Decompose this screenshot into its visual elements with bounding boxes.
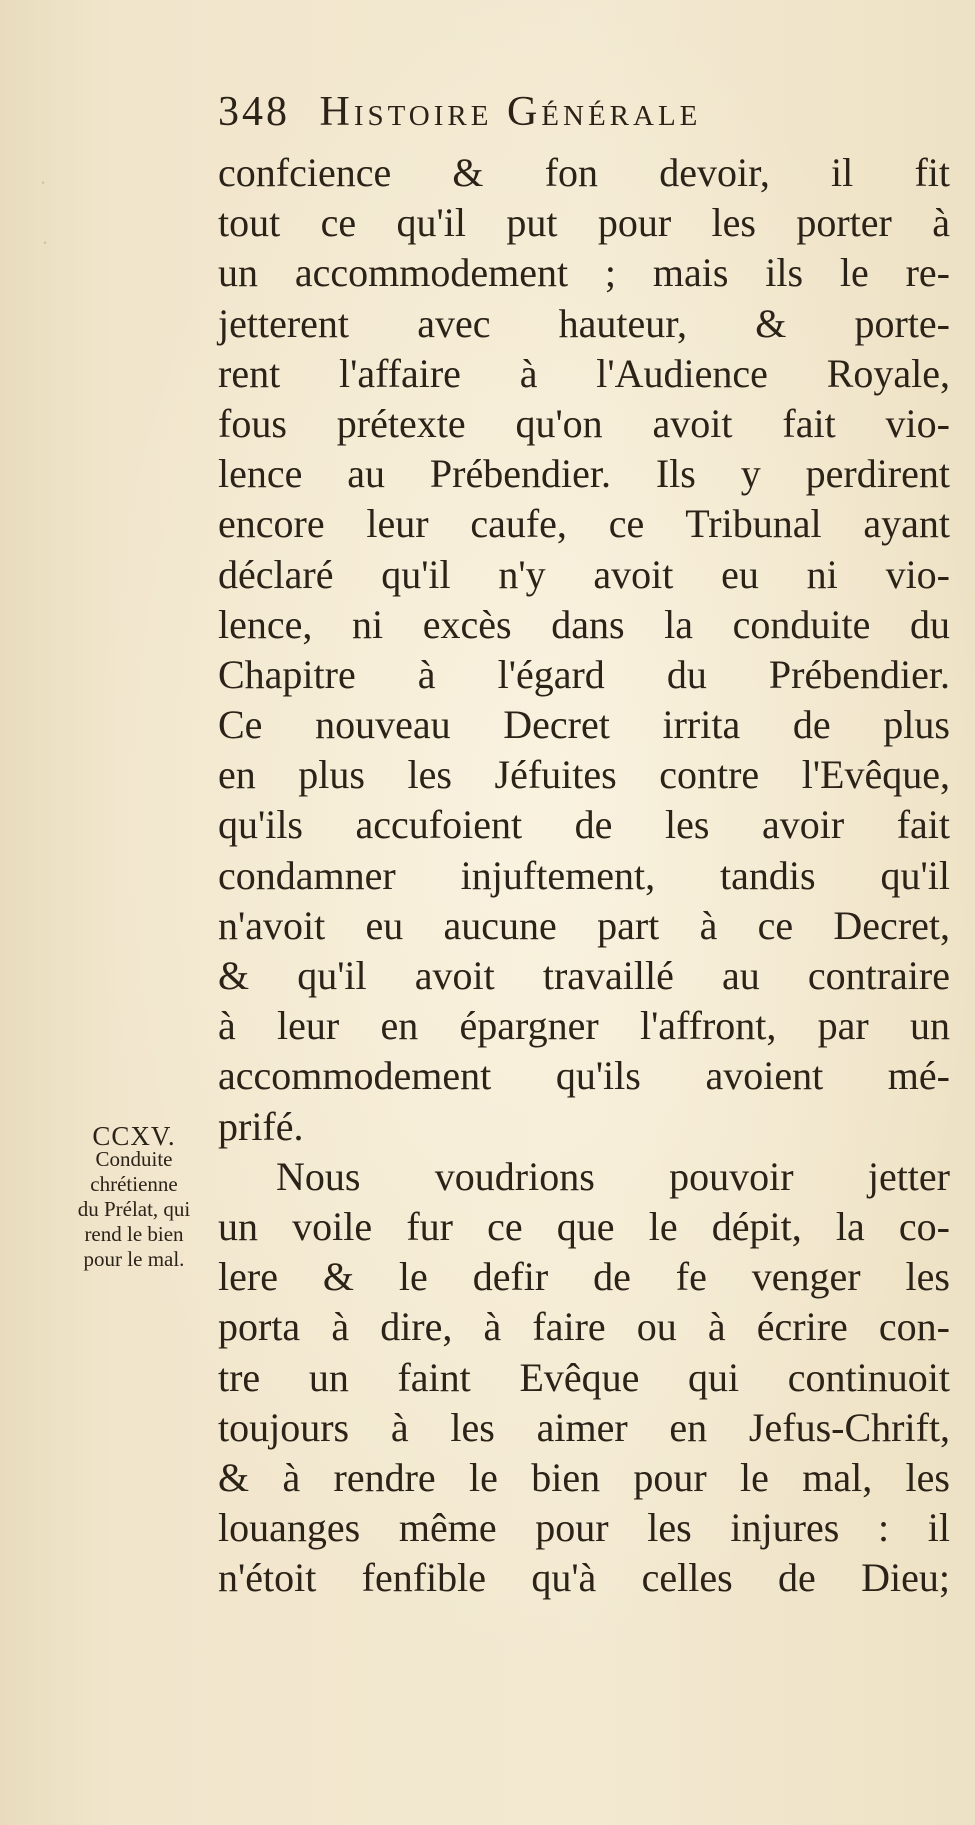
- text-line: jetterent avec hauteur, & porte-: [218, 300, 950, 346]
- text-line: en plus les Jéfuites contre l'Evêque,: [218, 752, 950, 798]
- margin-note-line: rend le bien: [84, 1222, 184, 1246]
- text-line: porta à dire, à faire ou à écrire con-: [218, 1304, 950, 1350]
- text-line: n'étoit fenfible qu'à celles de Dieu;: [218, 1555, 950, 1601]
- text-line: tout ce qu'il put pour les porter à: [218, 200, 950, 246]
- margin-note-line: pour le mal.: [83, 1247, 185, 1271]
- text-line: qu'ils accufoient de les avoir fait: [218, 802, 950, 848]
- text-line: encore leur caufe, ce Tribunal ayant: [218, 501, 950, 547]
- text-line: Nous voudrions pouvoir jetter: [276, 1153, 950, 1199]
- running-title: Histoire Générale: [319, 89, 702, 135]
- text-line: à leur en épargner l'affront, par un: [218, 1003, 950, 1049]
- text-line: & à rendre le bien pour le mal, les: [218, 1454, 950, 1500]
- text-line: Chapitre à l'égard du Prébendier.: [218, 651, 950, 697]
- margin-note: [55, 1121, 213, 1272]
- text-line: accommodement qu'ils avoient mé-: [218, 1053, 950, 1099]
- text-line: toujours à les aimer en Jefus-Chrift,: [218, 1404, 950, 1450]
- margin-note-number: CCXV.: [92, 1121, 176, 1151]
- margin-note-line: chrétienne: [90, 1172, 178, 1196]
- page-number: 348: [218, 89, 290, 135]
- text-line: Ce nouveau Decret irrita de plus: [218, 702, 950, 748]
- show-through-mark: ·: [40, 170, 46, 195]
- text-line: condamner injuftement, tandis qu'il: [218, 852, 950, 898]
- show-through-mark: ·: [42, 230, 48, 255]
- text-line: confcience & fon devoir, il fit: [218, 150, 950, 195]
- text-line: lence au Prébendier. Ils y perdirent: [218, 451, 950, 497]
- margin-note-line: du Prélat, qui: [77, 1197, 191, 1221]
- text-line: rent l'affaire à l'Audience Royale,: [218, 350, 950, 396]
- text-line: déclaré qu'il n'y avoit eu ni vio-: [218, 551, 950, 597]
- text-line: un voile fur ce que le dépit, la co-: [218, 1203, 950, 1249]
- body-text: [218, 148, 950, 1603]
- text-line: fous prétexte qu'on avoit fait vio-: [218, 400, 950, 446]
- text-line: louanges même pour les injures : il: [218, 1505, 950, 1551]
- text-line: n'avoit eu aucune part à ce Decret,: [218, 902, 950, 948]
- text-line: lere & le defir de fe venger les: [218, 1254, 950, 1300]
- text-line: un accommodement ; mais ils le re-: [218, 250, 950, 296]
- text-line: & qu'il avoit travaillé au contraire: [218, 953, 950, 998]
- text-line: tre un faint Evêque qui continuoit: [218, 1354, 950, 1400]
- text-line: lence, ni excès dans la conduite du: [218, 601, 950, 647]
- margin-note-line: Conduite: [95, 1147, 173, 1171]
- text-line: prifé.: [218, 1103, 304, 1149]
- running-header: [218, 88, 898, 136]
